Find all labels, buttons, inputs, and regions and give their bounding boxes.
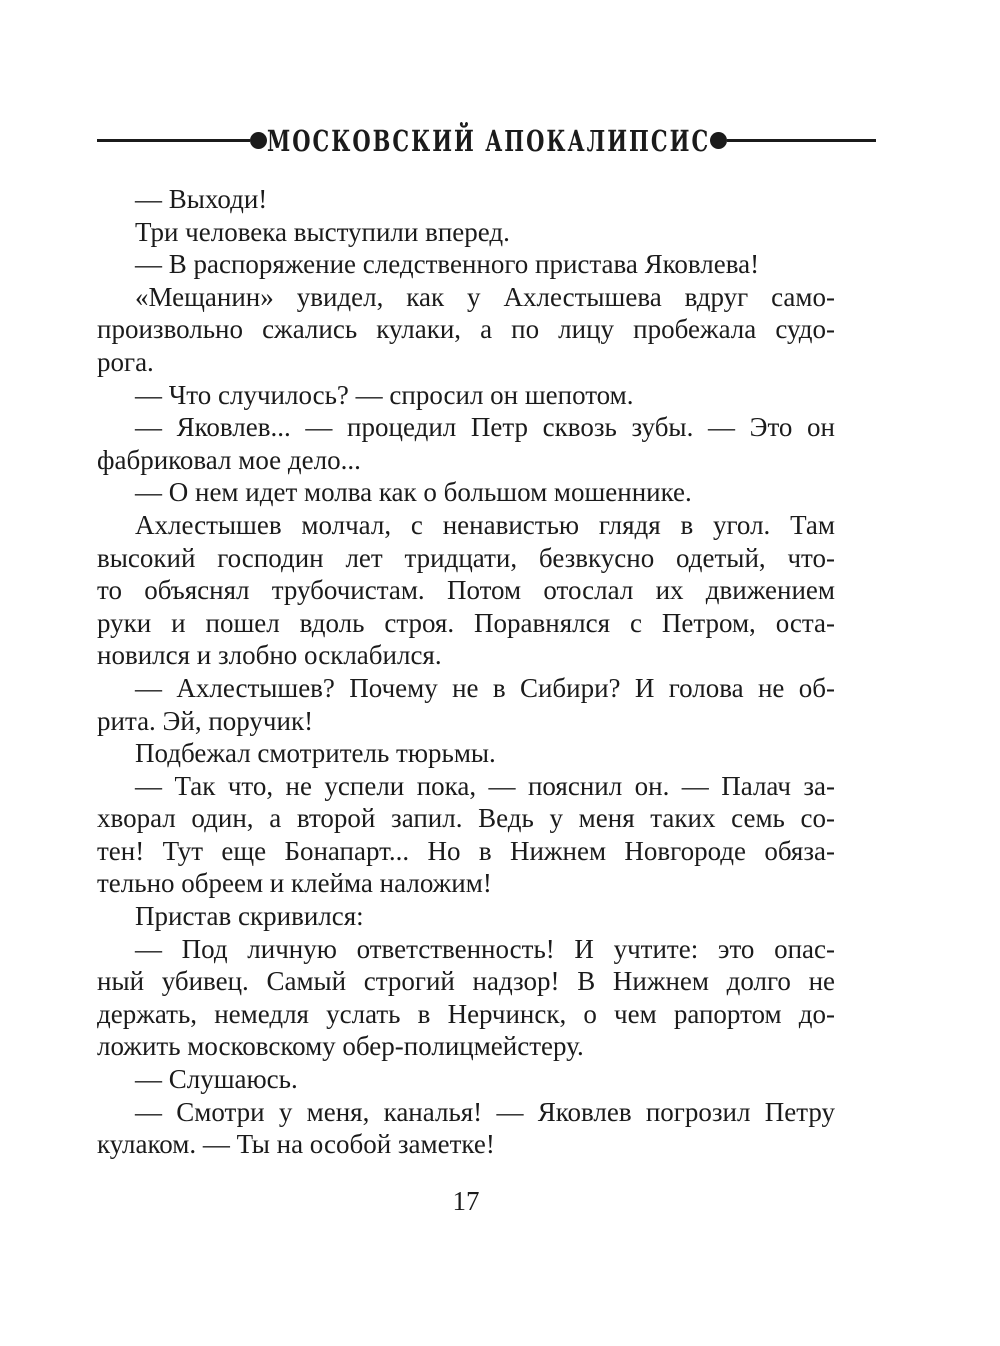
page-number: 17	[452, 1186, 480, 1216]
text-line: — Так что, не успели пока, — пояснил он. — Палач за-	[135, 770, 835, 801]
text-line: хворал один, а второй запил. Ведь у меня таких семь со-	[97, 803, 835, 834]
text-line: — Ахлестышев? Почему не в Сибири? И голова не об-	[135, 672, 835, 703]
header-rule-right	[727, 139, 876, 142]
text-line: то объяснял трубочистам. Потом отослал их движением	[97, 575, 835, 606]
text-line: — Яковлев... — процедил Петр сквозь зубы. — Это он	[135, 412, 835, 443]
header-dot-left-icon	[250, 132, 267, 149]
text-line: Пристав скривился:	[135, 901, 364, 932]
header-ornament-left	[97, 132, 267, 149]
text-line: тен! Тут еще Бонапарт... Но в Нижнем Новгороде обяза-	[97, 835, 835, 866]
text-line: кулаком. — Ты на особой заметке!	[97, 1129, 495, 1160]
text-line: — О нем идет молва как о большом мошеннике.	[135, 477, 692, 508]
text-line: Три человека выступили вперед.	[135, 216, 510, 247]
text-line: руки и пошел вдоль строя. Поравнялся с Петром, оста-	[97, 607, 835, 638]
text-line: — Смотри у меня, каналья! — Яковлев погрозил Петру	[135, 1096, 835, 1127]
text-line: — Что случилось? — спросил он шепотом.	[135, 379, 634, 410]
page-text	[97, 183, 835, 1161]
text-line: произвольно сжались кулаки, а по лицу пробежала судо-	[97, 314, 835, 345]
text-line: рита. Эй, поручик!	[97, 705, 314, 736]
text-line: высокий господин лет тридцати, безвкусно одетый, что-	[97, 542, 835, 573]
text-line: держать, немедля услать в Нерчинск, о чем рапортом до-	[97, 998, 835, 1029]
text-line: рога.	[97, 346, 154, 377]
text-line: «Мещанин» увидел, как у Ахлестышева вдруг само-	[135, 281, 835, 312]
text-line: — Слушаюсь.	[135, 1064, 298, 1095]
text-line: — Под личную ответственность! И учтите: это опас-	[135, 933, 835, 964]
running-header	[97, 124, 835, 156]
header-ornament-right	[710, 132, 876, 149]
text-line: Подбежал смотритель тюрьмы.	[135, 738, 496, 769]
book-title: МОСКОВСКИЙ АПОКАЛИПСИС	[267, 122, 711, 158]
text-line: — В распоряжение следственного пристава Яковлева!	[135, 249, 760, 280]
text-line: ложить московскому обер-полицмейстеру.	[97, 1031, 584, 1062]
header-dot-right-icon	[710, 132, 727, 149]
text-line: ный убивец. Самый строгий надзор! В Нижнем долго не	[97, 966, 835, 997]
text-line: новился и злобно осклабился.	[97, 640, 442, 671]
text-line: тельно обреем и клейма наложим!	[97, 868, 492, 899]
header-rule-left	[97, 139, 250, 142]
text-line: — Выходи!	[135, 184, 268, 214]
text-line: фабриковал мое дело...	[97, 444, 361, 475]
text-line: Ахлестышев молчал, с ненавистью глядя в угол. Там	[135, 509, 835, 540]
